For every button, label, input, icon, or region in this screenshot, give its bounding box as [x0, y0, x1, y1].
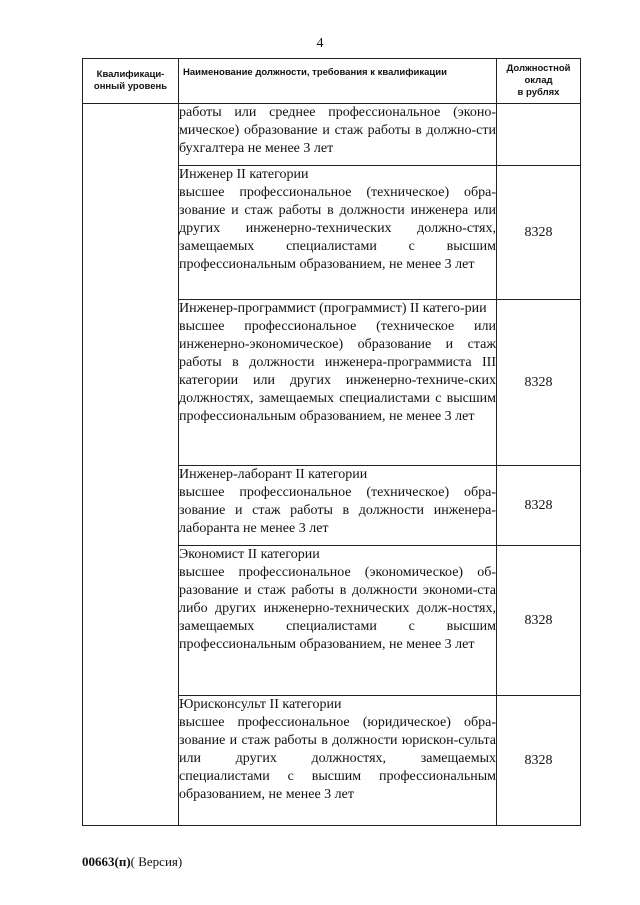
position-requirements: высшее профессиональное (юридическое) обра-зование и стаж работы в должности юрискон-сульта или других должностях, замещаемых специалистами с высшим профессиональным образованием, не менее 3 лет	[179, 715, 496, 802]
position-cell	[179, 696, 497, 826]
header-position-requirements: Наименование должности, требования к квалификации	[179, 59, 497, 104]
position-cell	[179, 104, 497, 166]
position-cell	[179, 300, 497, 466]
position-title: Юрисконсульт II категории	[179, 697, 342, 712]
header-qualification-level	[83, 59, 179, 104]
table-row	[83, 104, 581, 166]
position-requirements: высшее профессиональное (техническое) обра-зование и стаж работы в должности инженера-лаборанта не менее 3 лет	[179, 485, 496, 536]
position-requirements: высшее профессиональное (экономическое) об-разование и стаж работы в должности экономи-ста либо других инженерно-технических долж-ностях, замещаемых специалистами с высшим профессиональным образованием, не менее 3 лет	[179, 565, 496, 652]
position-requirements: высшее профессиональное (техническое) обра-зование и стаж работы в должности инженера или других инженерно-технических должно-стях, замещаемых специалистами с высшим профессиональным образованием, не менее 3 лет	[179, 185, 496, 272]
qualification-level-cell	[83, 104, 179, 826]
header-salary-text: Должностной оклад в рублях	[506, 63, 571, 98]
position-cell	[179, 166, 497, 300]
salary-cell: 8328	[497, 696, 581, 826]
salary-cell: 8328	[497, 300, 581, 466]
salary-cell: 8328	[497, 466, 581, 546]
position-requirements: высшее профессиональное (техническое или инженерно-экономическое) образование и стаж работы в должности инженера-программиста III категории или других инженерно-техниче-ских должностях, замещаемых специалистами с высшим профессиональным образованием, не менее 3 лет	[179, 319, 496, 424]
position-title: Инженер II категории	[179, 167, 309, 182]
position-title: Инженер-программист (программист) II катего-рии	[179, 301, 487, 316]
salary-cell	[497, 104, 581, 166]
header-salary	[497, 59, 581, 104]
position-title: Экономист II категории	[179, 547, 320, 562]
salary-cell: 8328	[497, 166, 581, 300]
position-requirements: работы или среднее профессиональное (эконо-мическое) образование и стаж работы в должно-сти бухгалтера не менее 3 лет	[179, 105, 496, 156]
document-version: ( Версия)	[130, 854, 183, 869]
position-cell	[179, 466, 497, 546]
document-code: 00663(п)	[82, 854, 131, 869]
table-header-row	[83, 59, 581, 104]
page-number: 4	[316, 36, 324, 51]
header-qualification-level-text: Квалификаци- онный уровень	[93, 69, 168, 92]
qualification-table	[82, 58, 581, 826]
document-footer	[82, 854, 182, 870]
position-cell	[179, 546, 497, 696]
salary-cell: 8328	[497, 546, 581, 696]
position-title: Инженер-лаборант II категории	[179, 467, 368, 482]
